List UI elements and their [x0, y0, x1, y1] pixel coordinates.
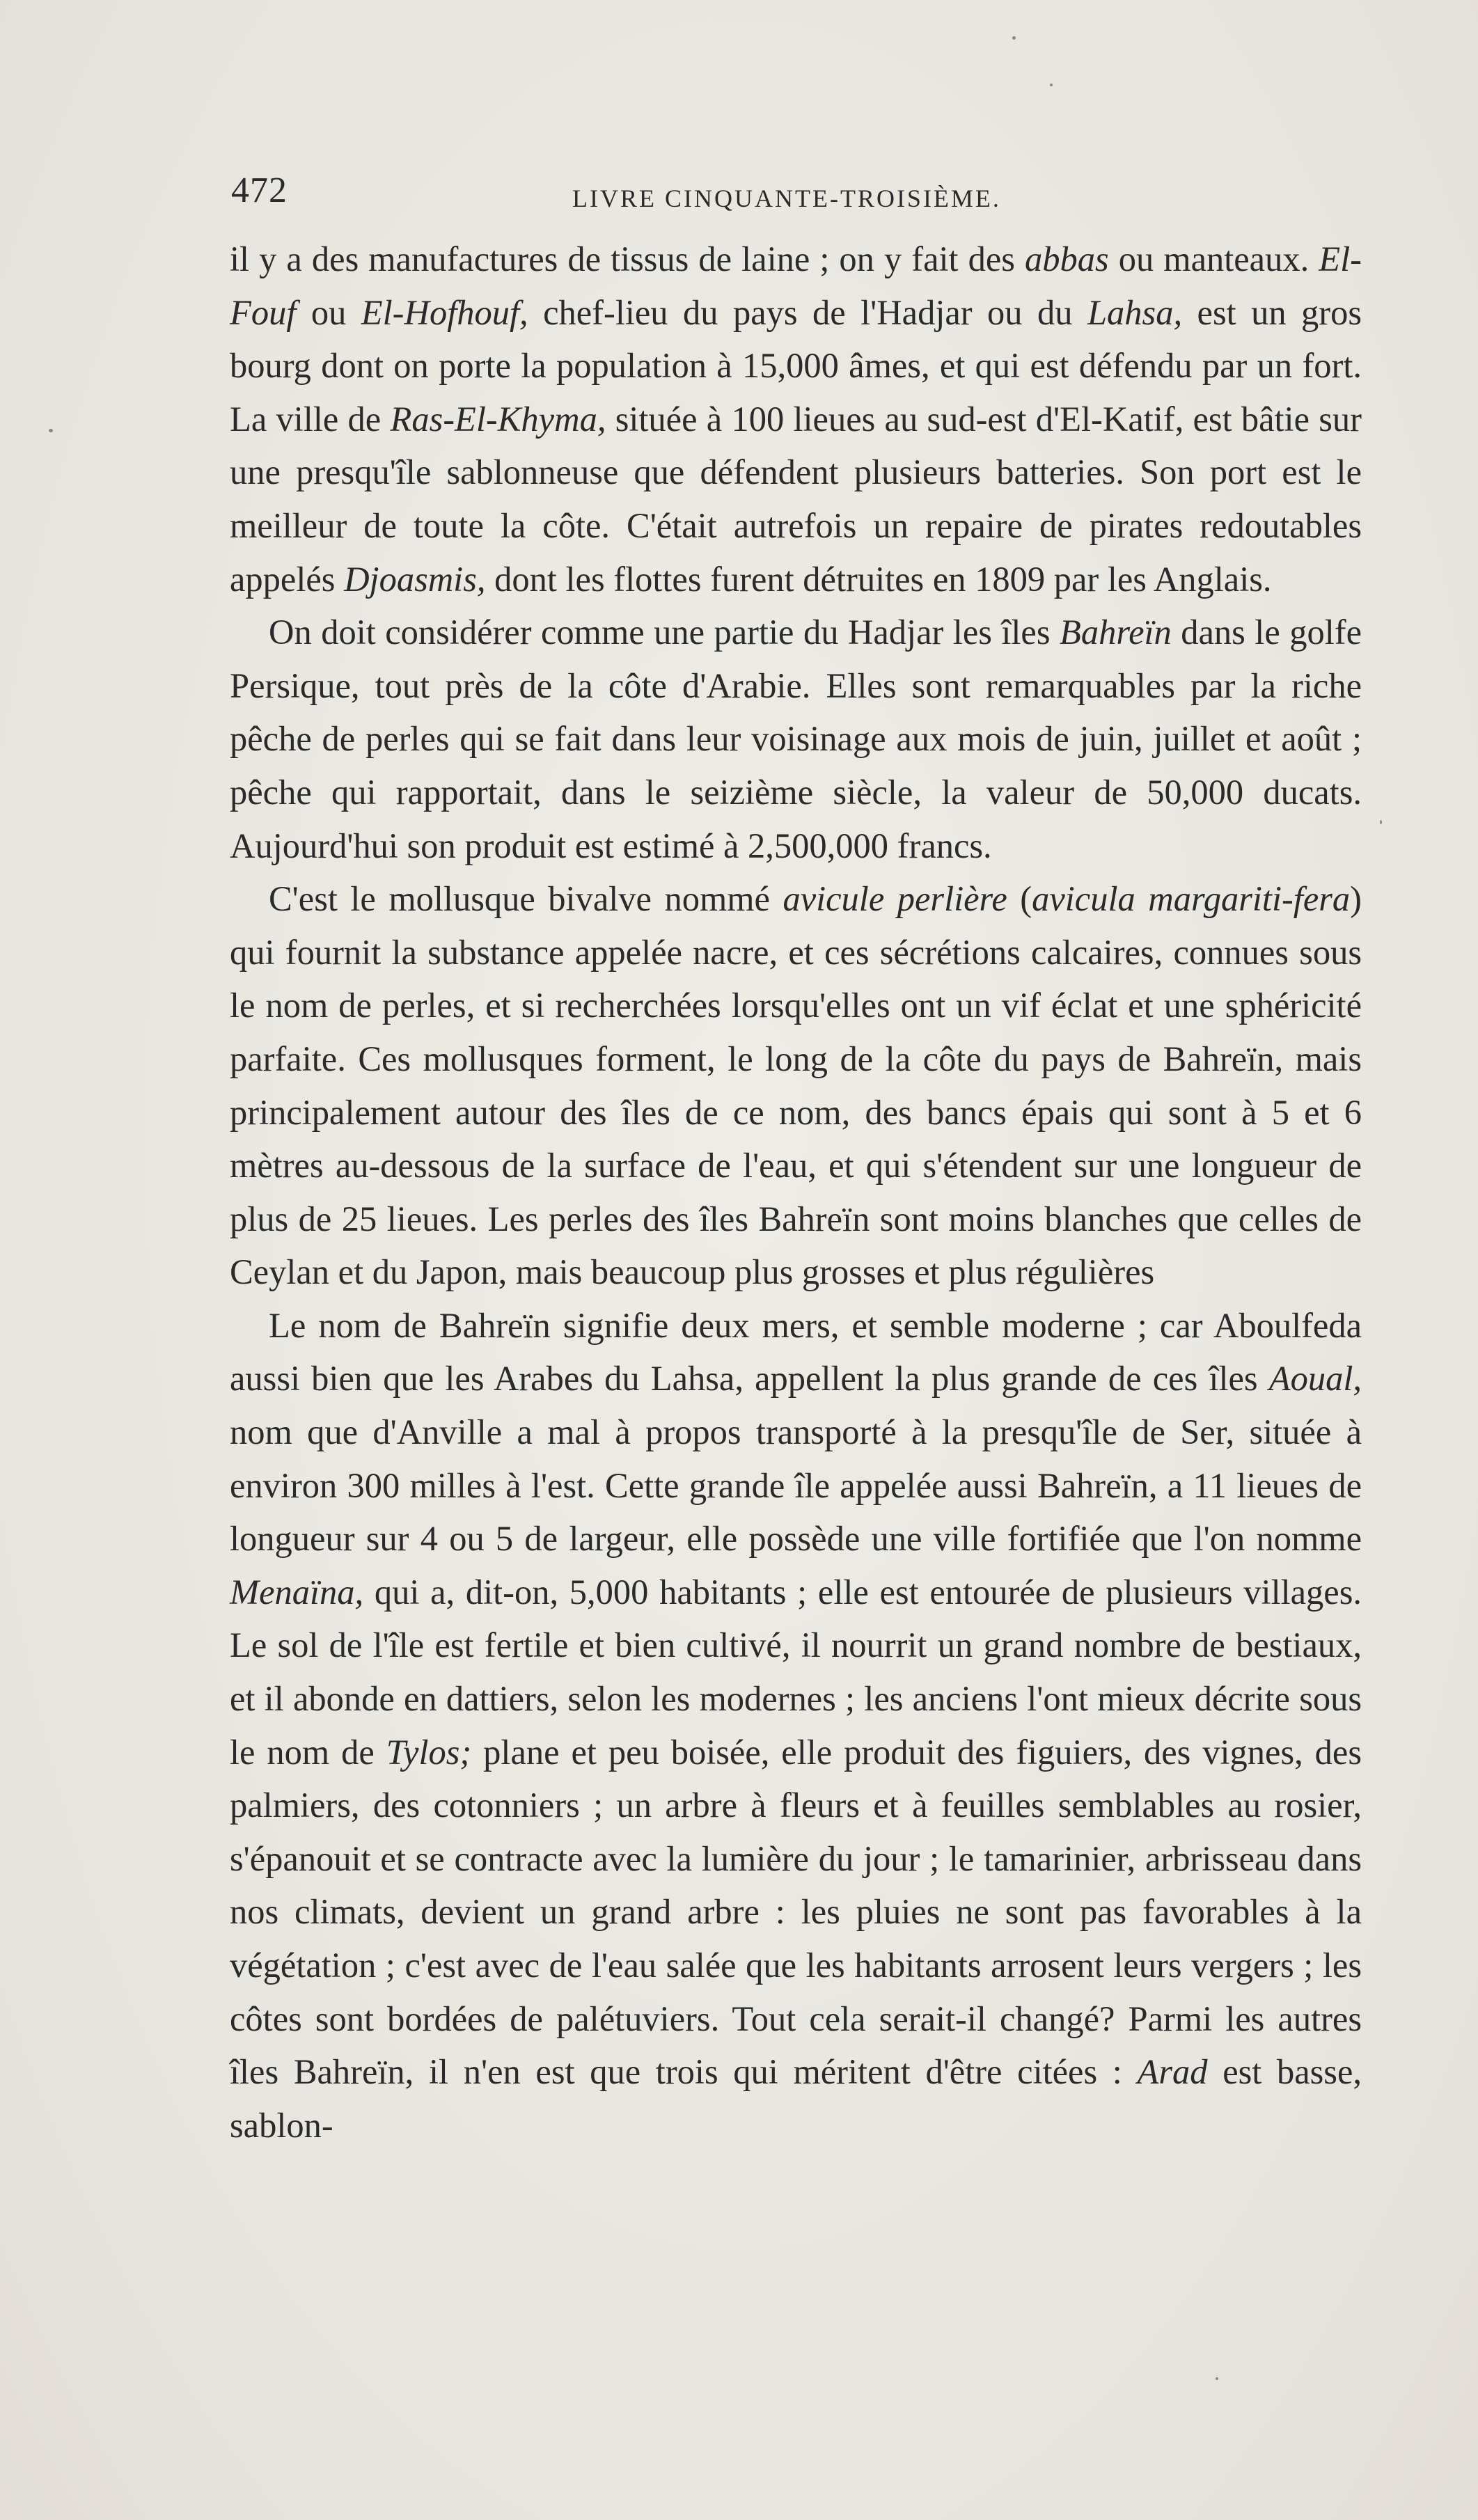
text-run: plane et peu boisée, elle produit des figuiers, des vignes, des palmiers, des cotonniers ; un arbre à fleurs et à feuilles semblables au rosier, s'épanouit et se contracte avec la lumière du jour ; le tamarinier, arbrisseau dans nos climats, devient un grand arbre : les pluies ne sont pas favorables à la végétation ; c'est avec de l'eau salée que les habitants arrosent leurs vergers ; les côtes sont bordées de palétuviers. Tout cela serait-il changé? Parmi les autres îles Bahreïn, il n'en est que trois qui méritent d'être citées : — [230, 1732, 1362, 2092]
page-header — [231, 170, 1359, 219]
text-run: dans le golfe Persique, tout près de la côte d'Arabie. Elles sont remarquables par la riche pêche de perles qui se fait dans leur voisinage aux mois de juin, juillet et août ; pêche qui rapportait, dans le seizième siècle, la valeur de 50,000 ducats. Aujourd'hui son produit est estimé à 2,500,000 francs. — [230, 613, 1362, 865]
paper-speck — [1012, 36, 1016, 40]
paragraph-1 — [230, 233, 1362, 606]
paper-speck — [1380, 820, 1382, 824]
text-run: qui a, dit-on, 5,000 habitants ; elle est entourée de plusieurs villages. Le sol de l'île est fertile et bien cultivé, il nourrit un grand nombre de bestiaux, et il abonde en dattiers, selon les modernes ; les anciens l'ont mieux décrite sous le nom de — [230, 1572, 1362, 1772]
text-run: est basse, sablon- — [230, 2052, 1362, 2145]
italic-text: Lahsa, — [1087, 292, 1183, 332]
text-run: située à 100 lieues au sud-est d'El-Katif, est bâtie sur une presqu'île sablonneuse que défendent plusieurs batteries. Son port est le meilleur de toute la côte. C'était autrefois un repaire de pirates redoutables appelés — [230, 399, 1362, 599]
paragraph-3 — [230, 872, 1362, 1299]
running-head: LIVRE CINQUANTE-TROISIÈME. — [572, 184, 1001, 212]
italic-text: El-Fouf — [230, 239, 1362, 332]
text-run: il y a des manufactures de tissus de laine ; on y fait des — [230, 239, 1025, 278]
italic-text: Menaïna, — [230, 1572, 364, 1612]
paper-speck — [49, 429, 53, 432]
paragraph-4 — [230, 1299, 1362, 2152]
text-run: ) qui fournit la substance appelée nacre, et ces sécrétions calcaires, connues sous le nom de perles, et si recherchées lorsqu'elles ont un vif éclat et une sphéricité parfaite. Ces mollusques forment, le long de la côte du pays de Bahreïn, mais principalement autour des îles de ce nom, des bancs épais qui sont à 5 et 6 mètres au-dessous de la surface de l'eau, et qui s'étendent sur une longueur de plus de 25 lieues. Les perles des îles Bahreïn sont moins blanches que celles de Ceylan et du Japon, mais beaucoup plus grosses et plus régulières — [230, 879, 1362, 1292]
italic-text: abbas — [1025, 239, 1109, 278]
paper-speck — [1216, 2377, 1218, 2380]
text-run: Le nom de Bahreïn signifie deux mers, et semble moderne ; car Aboulfeda aussi bien que les Arabes du Lahsa, appellent la plus grande de ces îles — [230, 1305, 1362, 1399]
body-text — [230, 233, 1362, 2152]
text-run: nom que d'Anville a mal à propos transporté à la presqu'île de Ser, située à environ 300 milles à l'est. Cette grande île appelée aussi Bahreïn, a 11 lieues de longueur sur 4 ou 5 de largeur, elle possède une ville fortifiée que l'on nomme — [230, 1412, 1362, 1559]
page-number: 472 — [231, 171, 288, 210]
italic-text: Djoasmis, — [344, 559, 486, 599]
text-run: ( — [1007, 879, 1032, 919]
italic-text: avicule perlière — [783, 879, 1007, 919]
italic-text: Arad — [1137, 2052, 1208, 2092]
text-run: C'est le mollusque bivalve nommé — [269, 879, 783, 919]
text-run: dont les flottes furent détruites en 1809 par les Anglais. — [485, 559, 1272, 599]
paper-speck — [1050, 84, 1053, 86]
italic-text: Tylos; — [386, 1732, 472, 1772]
italic-text: Aoual, — [1268, 1359, 1362, 1399]
italic-text: Bahreïn — [1059, 613, 1172, 652]
text-run: est un gros bourg dont on porte la population à 15,000 âmes, et qui est défendu par un fort. La ville de — [230, 292, 1362, 439]
paragraph-2 — [230, 606, 1362, 872]
italic-text: avicula margariti-fera — [1032, 879, 1351, 919]
italic-text: Ras-El-Khyma, — [390, 399, 606, 439]
italic-text: El-Hofhouf, — [361, 292, 528, 332]
text-run: On doit considérer comme une partie du Hadjar les îles — [269, 613, 1060, 652]
text-run: ou manteaux. — [1108, 239, 1319, 278]
text-run: chef-lieu du pays de l'Hadjar ou du — [528, 292, 1087, 332]
text-run: ou — [296, 292, 361, 332]
